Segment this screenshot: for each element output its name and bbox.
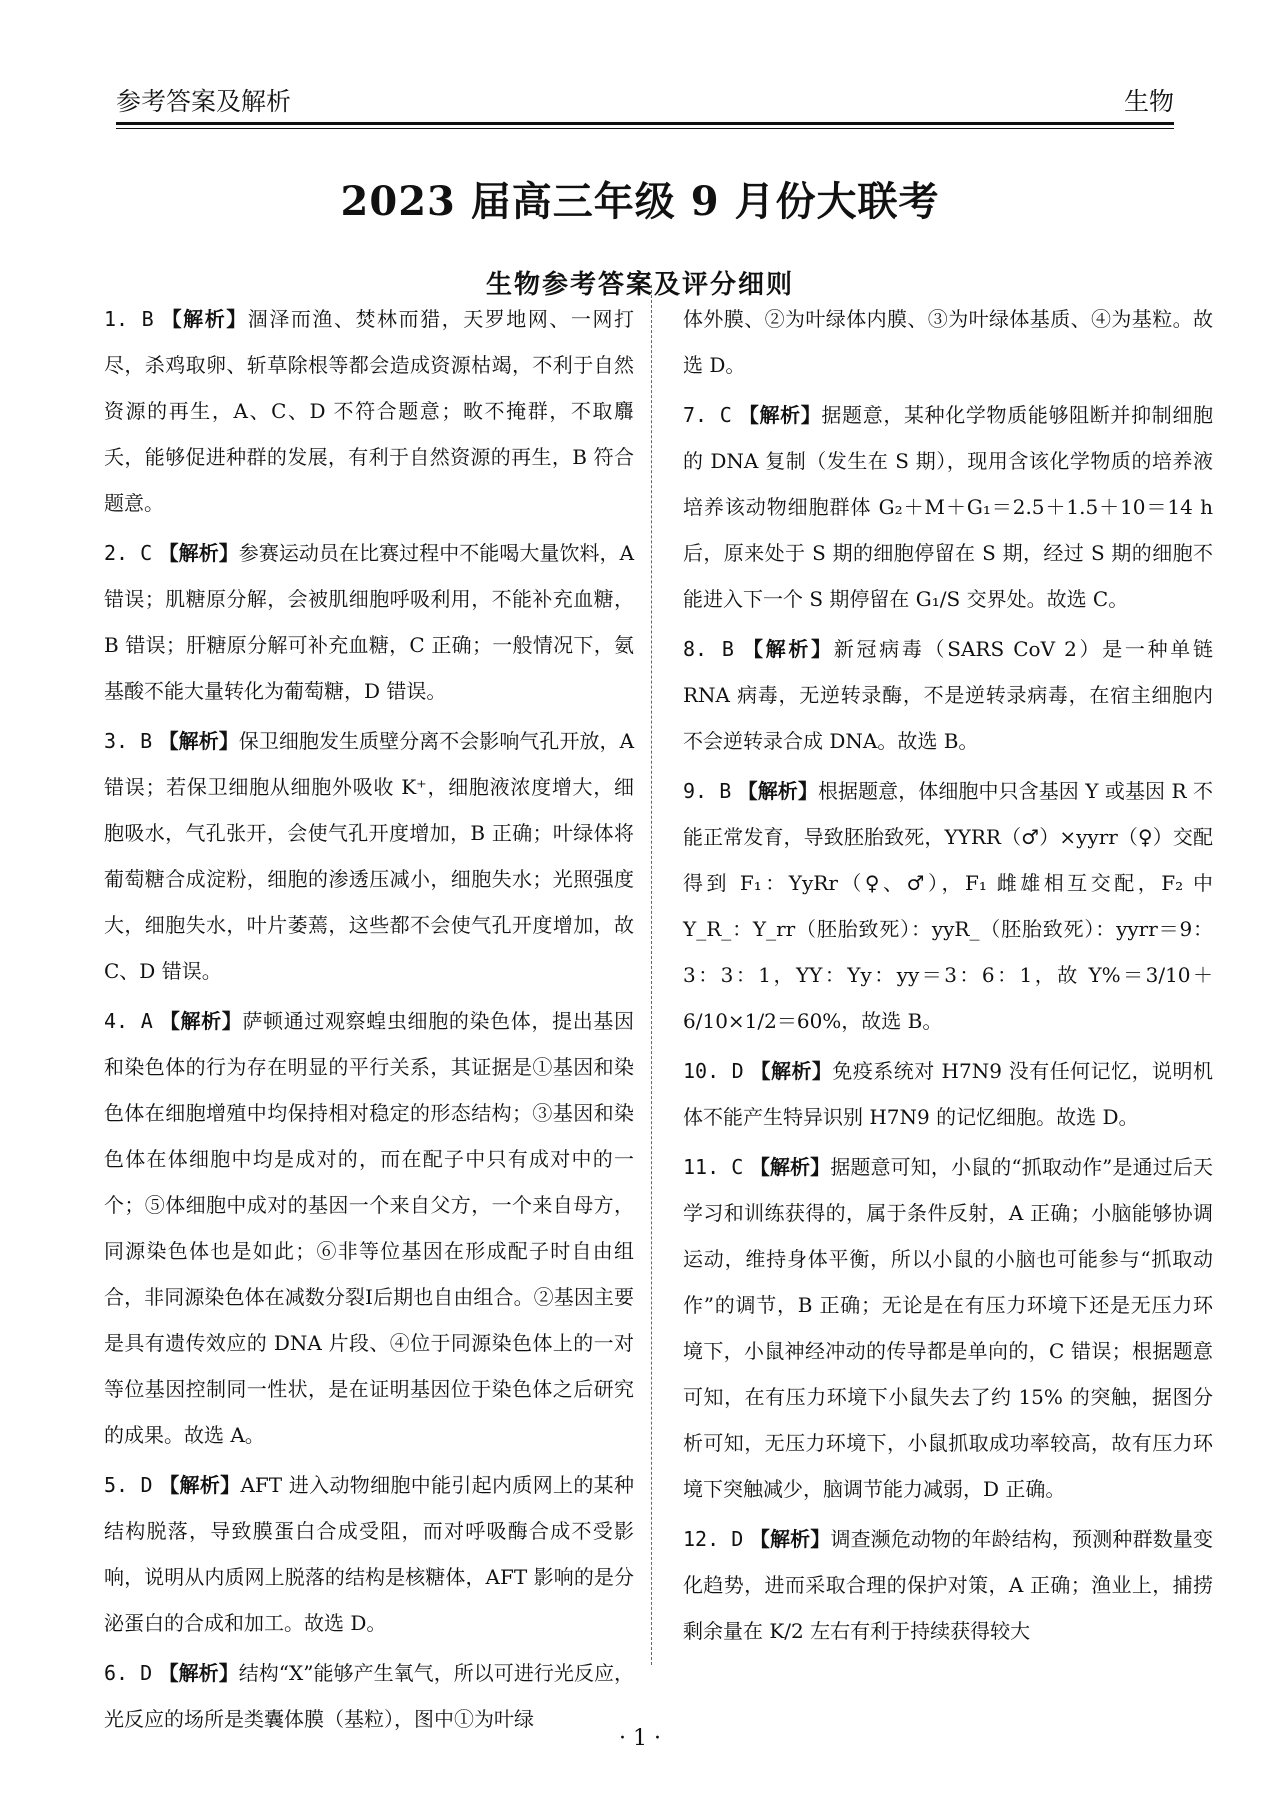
answer-item-5: 5. D 【解析】AFT 进入动物细胞中能引起内质网上的某种结构脱落，导致膜蛋白合成受阻，而对呼吸酶合成不受影响，说明从内质网上脱落的结构是核糖体，AFT 影响的是分泌蛋白的合成和加工。故选 D。: [104, 1473, 634, 1635]
header-left-text: 参考答案及解析: [116, 87, 292, 116]
answer-item-10: 10. D 【解析】免疫系统对 H7N9 没有任何记忆，说明机体不能产生特异识别 H7N9 的记忆细胞。故选 D。: [683, 1059, 1213, 1129]
answer-item-12: 12. D 【解析】调查濒危动物的年龄结构，预测种群数量变化趋势，进而采取合理的保护对策，A 正确；渔业上，捕捞剩余量在 K/2 左右有利于持续获得较大: [683, 1527, 1214, 1643]
answer-item-8: 8. B 【解析】新冠病毒（SARS CoV 2）是一种单链 RNA 病毒，无逆转录酶，不是逆转录病毒，在宿主细胞内不会逆转录合成 DNA。故选 B。: [683, 637, 1213, 753]
page-number: · 1 ·: [619, 1726, 661, 1751]
header-subject: 生物: [1123, 87, 1174, 116]
answer-item-9: 9. B 【解析】根据题意，体细胞中只含基因 Y 或基因 R 不能正常发育，导致胚胎致死，YYRR（♂）×yyrr（♀）交配得到 F₁：YyRr（♀、♂），F₁ 雌雄相互交配，F₂ 中 Y_R_：Y_rr（胚胎致死）：yyR_（胚胎致死）：yyrr＝9：3：3：1，YY：Yy：yy＝3：6：1，故 Y%＝3/10＋6/10×1/2＝60%，故选 B。: [683, 779, 1214, 1033]
answer-item-1: 1. B 【解析】涸泽而渔、焚林而猎，天罗地网、一网打尽，杀鸡取卵、斩草除根等都会造成资源枯竭，不利于自然资源的再生，A、C、D 不符合题意；畋不掩群，不取麛夭，能够促进种群的发展，有利于自然资源的再生，B 符合题意。: [104, 307, 635, 515]
right-column: [683, 296, 1213, 1654]
column-divider: [651, 285, 652, 1665]
header-rule-thick: [116, 122, 1174, 125]
answer-item-3: 3. B 【解析】保卫细胞发生质壁分离不会影响气孔开放，A 错误；若保卫细胞从细胞外吸收 K⁺，细胞液浓度增大，细胞吸水，气孔张开，会使气孔开度增加，B 正确；叶绿体将葡萄糖合成淀粉，细胞的渗透压减小，细胞失水；光照强度大，细胞失水，叶片萎蔫，这些都不会使气孔开度增加，故 C、D 错误。: [104, 729, 635, 983]
document-title: 2023 届高三年级 9 月份大联考: [340, 178, 940, 225]
answer-item-7: 7. C 【解析】据题意，某种化学物质能够阻断并抑制细胞的 DNA 复制（发生在 S 期），现用含该化学物质的培养液培养该动物细胞群体 G₂＋M＋G₁＝2.5＋1.5＋10＝14 h 后，原来处于 S 期的细胞停留在 S 期，经过 S 期的细胞不能进入下一个 S 期停留在 G₁/S 交界处。故选 C。: [683, 403, 1214, 611]
header-rule-thin: [116, 128, 1174, 129]
answer-item-2: 2. C 【解析】参赛运动员在比赛过程中不能喝大量饮料，A 错误；肌糖原分解，会被肌细胞呼吸利用，不能补充血糖，B 错误；肝糖原分解可补充血糖，C 正确；一般情况下，氨基酸不能大量转化为葡萄糖，D 错误。: [104, 541, 635, 703]
answer-item-11: 11. C 【解析】据题意可知，小鼠的“抓取动作”是通过后天学习和训练获得的，属于条件反射，A 正确；小脑能够协调运动，维持身体平衡，所以小鼠的小脑也可能参与“抓取动作”的调节，B 正确；无论是在有压力环境下还是无压力环境下，小鼠神经冲动的传导都是单向的，C 错误；根据题意可知，在有压力环境下小鼠失去了约 15% 的突触，据图分析可知，无压力环境下，小鼠抓取成功率较高，故有压力环境下突触减少，脑调节能力减弱，D 正确。: [683, 1155, 1214, 1501]
left-column: [104, 296, 634, 1742]
answer-item-6-continued: 体外膜、②为叶绿体内膜、③为叶绿体基质、④为基粒。故选 D。: [683, 307, 1213, 377]
answer-item-4: 4. A 【解析】萨顿通过观察蝗虫细胞的染色体，提出基因和染色体的行为存在明显的平行关系，其证据是①基因和染色体在细胞增殖中均保持相对稳定的形态结构；③基因和染色体在体细胞中均是成对的，而在配子中只有成对中的一个；⑤体细胞中成对的基因一个来自父方，一个来自母方，同源染色体也是如此；⑥非等位基因在形成配子时自由组合，非同源染色体在减数分裂Ⅰ后期也自由组合。②基因主要是具有遗传效应的 DNA 片段、④位于同源染色体上的一对等位基因控制同一性状，是在证明基因位于染色体之后研究的成果。故选 A。: [104, 1009, 635, 1447]
answer-item-6: 6. D 【解析】结构“X”能够产生氧气，所以可进行光反应，光反应的场所是类囊体膜（基粒），图中①为叶绿: [104, 1661, 635, 1731]
page-header: [116, 70, 1174, 124]
document-subtitle: 生物参考答案及评分细则: [485, 270, 794, 300]
